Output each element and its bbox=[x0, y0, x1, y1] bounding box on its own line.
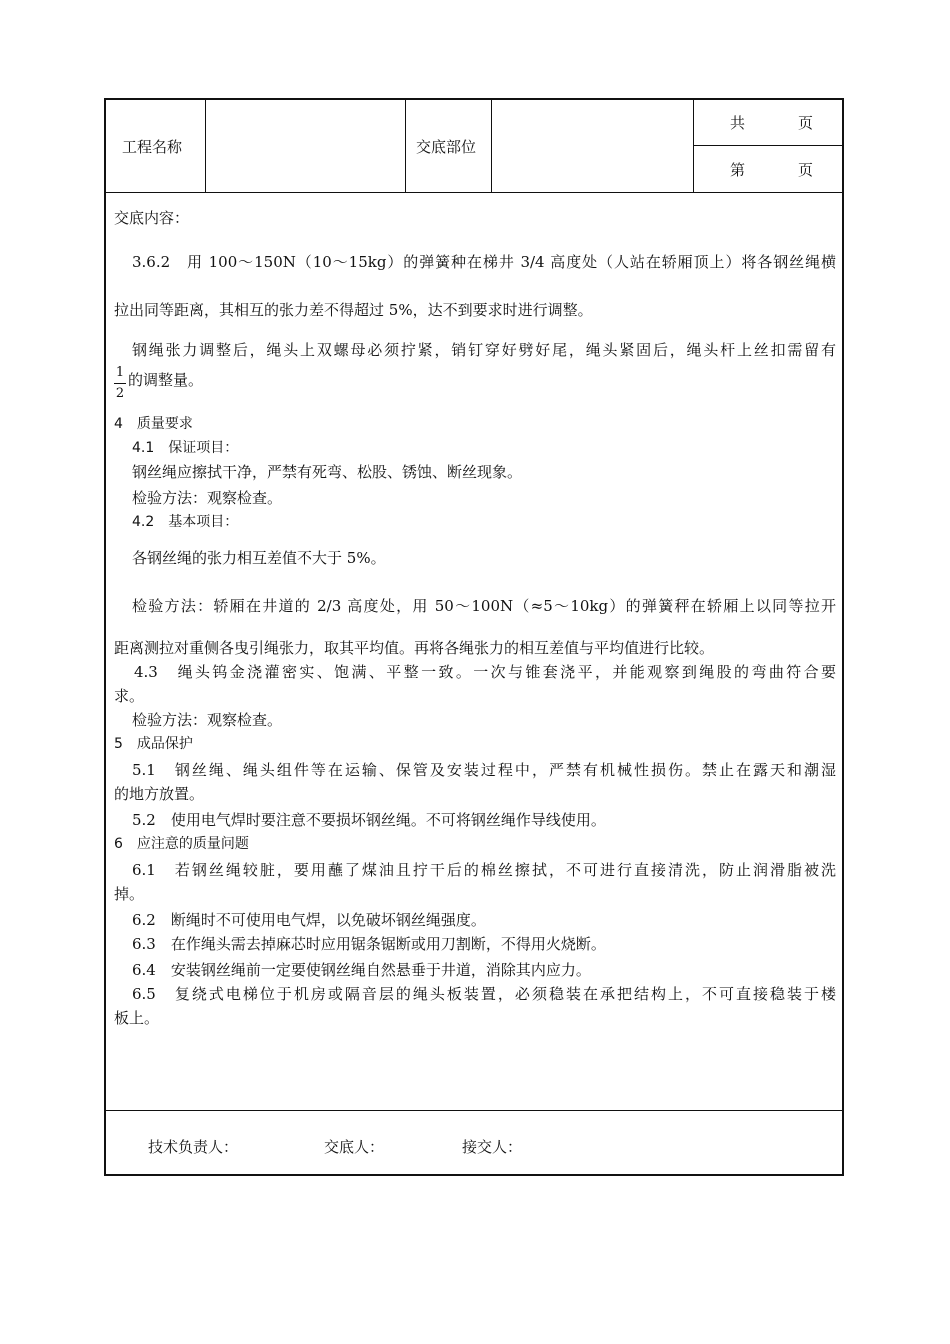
total-pages-cell bbox=[694, 100, 844, 146]
project-name-label-cell bbox=[106, 100, 206, 192]
para-3-6-2-line1: 3.6.2 用 100～150N（10～15kg）的弹簧种在梯井 3/4 高度处（人站在轿厢顶上）将各钢丝绳横 bbox=[132, 253, 836, 271]
fraction-one-half bbox=[114, 366, 126, 401]
footer-divider bbox=[106, 1110, 842, 1111]
location-label-cell bbox=[406, 100, 492, 192]
project-name-value-cell[interactable] bbox=[206, 100, 406, 192]
header-divider bbox=[106, 192, 842, 193]
section-6-title: 6 应注意的质量问题 bbox=[114, 836, 249, 852]
tension-line1: 钢绳张力调整后，绳头上双螺母必须拧紧，销钉穿好劈好尾，绳头紧固后，绳头杆上丝扣需留有 bbox=[132, 341, 836, 359]
project-name-label: 工程名称 bbox=[122, 137, 183, 156]
disclosure-form bbox=[104, 98, 844, 1176]
section-4-1: 4.1 保证项目： bbox=[132, 440, 239, 456]
section-6-2: 6.2 断绳时不可使用电气焊，以免破坏钢丝绳强度。 bbox=[132, 911, 486, 929]
para-3-6-2-line2: 拉出同等距离，其相互的张力差不得超过 5%，达不到要求时进行调整。 bbox=[114, 301, 593, 319]
section-4-2-text: 各钢丝绳的张力相互差值不大于 5%。 bbox=[132, 549, 386, 567]
section-4-2-method-line1: 检验方法：轿厢在井道的 2/3 高度处，用 50～100N（≈5～10kg）的弹簧秤在轿厢上以同等拉开 bbox=[132, 597, 836, 615]
intro-label: 交底内容： bbox=[114, 209, 190, 227]
section-5-title: 5 成品保护 bbox=[114, 736, 193, 752]
discloser-signature[interactable]: 交底人： bbox=[324, 1138, 385, 1156]
receiver-signature[interactable]: 接交人： bbox=[462, 1138, 523, 1156]
current-page-cell bbox=[694, 146, 844, 192]
current-page-unit: 页 bbox=[798, 160, 814, 179]
section-4-2-method-line2: 距离测拉对重侧各曳引绳张力，取其平均值。再将各绳张力的相互差值与平均值进行比较。 bbox=[114, 639, 715, 657]
tech-lead-signature[interactable]: 技术负责人： bbox=[148, 1138, 239, 1156]
section-4-3-line2: 求。 bbox=[114, 687, 145, 705]
tension-line2: 的调整量。 bbox=[128, 371, 204, 389]
section-6-3: 6.3 在作绳头需去掉麻芯时应用锯条锯断或用刀割断，不得用火烧断。 bbox=[132, 935, 606, 953]
location-value-cell[interactable] bbox=[492, 100, 694, 192]
fraction-denominator: 2 bbox=[115, 386, 125, 401]
section-6-5-line1: 6.5 复绕式电梯位于机房或隔音层的绳头板装置，必须稳装在承把结构上，不可直接稳装于楼 bbox=[132, 985, 836, 1003]
total-label: 共 bbox=[730, 114, 746, 132]
section-4-1-text: 钢丝绳应擦拭干净，严禁有死弯、松股、锈蚀、断丝现象。 bbox=[132, 463, 523, 481]
section-4-1-method: 检验方法：观察检查。 bbox=[132, 489, 283, 507]
section-4-3-method: 检验方法：观察检查。 bbox=[132, 711, 283, 729]
section-6-1-line1: 6.1 若钢丝绳较脏，要用蘸了煤油且拧干后的棉丝擦拭，不可进行直接清洗，防止润滑脂被洗 bbox=[132, 861, 836, 879]
section-4-2: 4.2 基本项目： bbox=[132, 514, 239, 530]
section-4-3-line1: 4.3 绳头钨金浇灌密实、饱满、平整一致。一次与锥套浇平，并能观察到绳股的弯曲符合要 bbox=[134, 663, 836, 681]
section-4-title: 4 质量要求 bbox=[114, 416, 193, 432]
section-5-1-line2: 的地方放置。 bbox=[114, 785, 205, 803]
fraction-numerator: 1 bbox=[115, 365, 125, 380]
current-label: 第 bbox=[730, 160, 746, 179]
section-6-4: 6.4 安装钢丝绳前一定要使钢丝绳自然悬垂于井道，消除其内应力。 bbox=[132, 961, 591, 979]
section-5-1-line1: 5.1 钢丝绳、绳头组件等在运输、保管及安装过程中，严禁有机械性损伤。禁止在露天和潮湿 bbox=[132, 761, 836, 779]
total-page-unit: 页 bbox=[798, 114, 814, 132]
location-label: 交底部位 bbox=[416, 137, 477, 156]
section-6-5-line2: 板上。 bbox=[114, 1009, 160, 1027]
section-5-2: 5.2 使用电气焊时要注意不要损坏钢丝绳。不可将钢丝绳作导线使用。 bbox=[132, 811, 606, 829]
section-6-1-line2: 掉。 bbox=[114, 885, 145, 903]
fraction-bar bbox=[114, 383, 126, 384]
